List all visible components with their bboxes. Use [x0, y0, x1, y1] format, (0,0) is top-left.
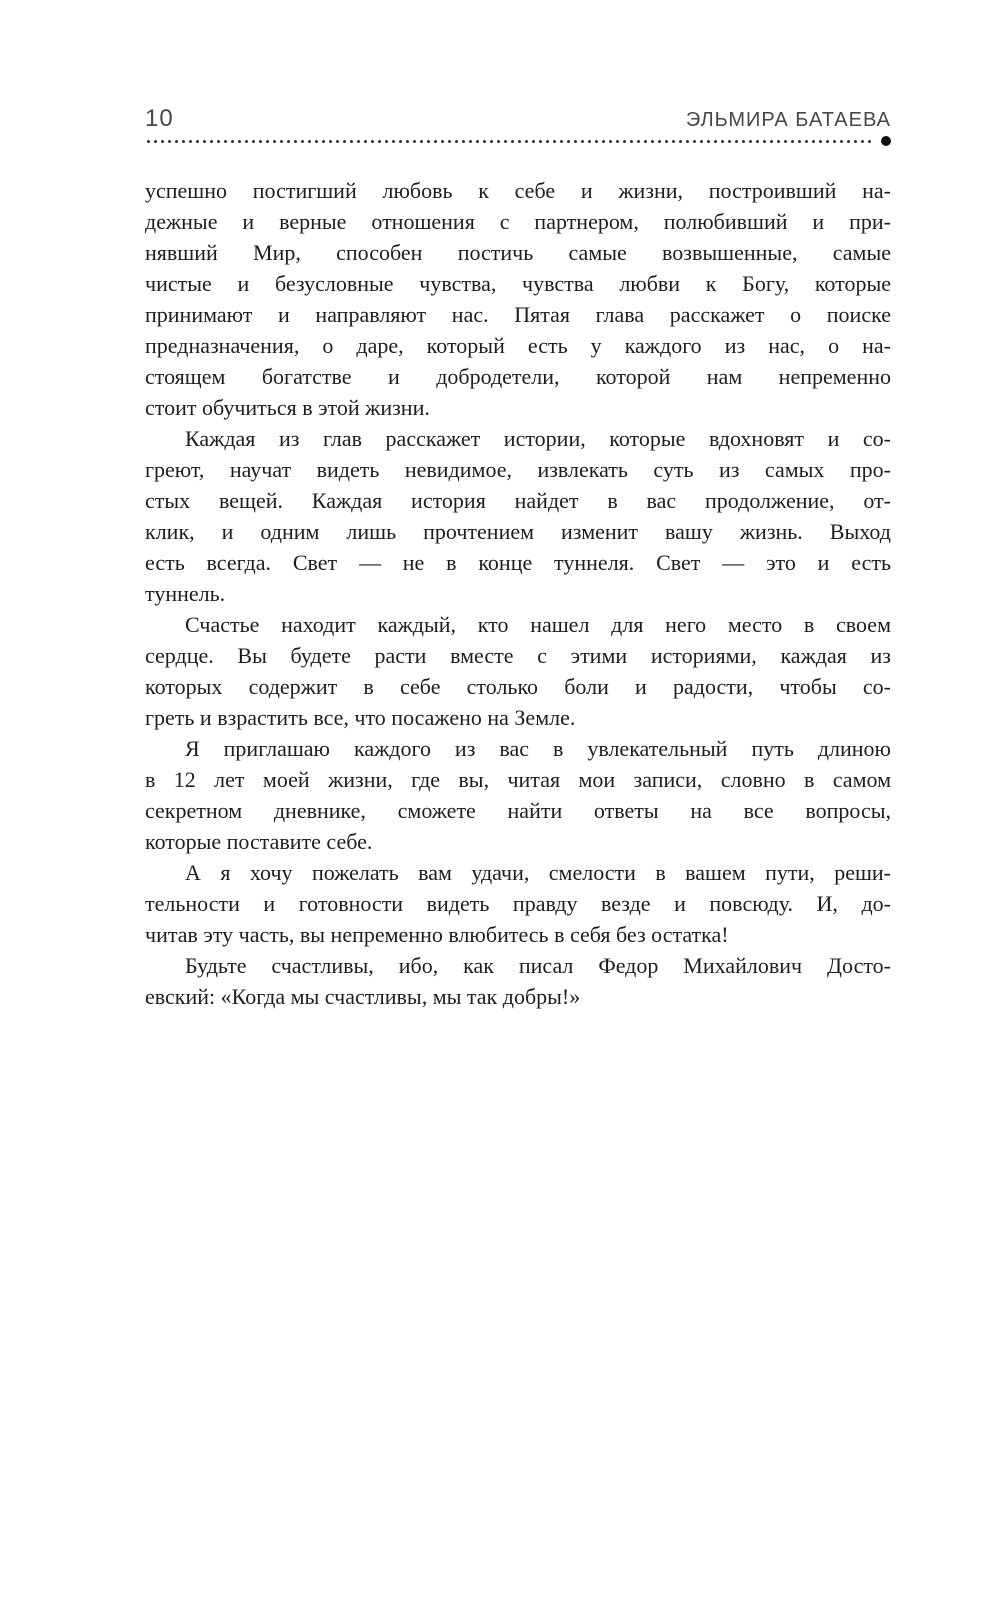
text-line: Счастье находит каждый, кто нашел для него место в своем [185, 612, 891, 637]
text-line: Я приглашаю каждого из вас в увлекательный путь длиною [185, 736, 891, 761]
page-header [145, 0, 891, 133]
text-line: которые поставите себе. [145, 829, 373, 854]
text-line: чистые и безусловные чувства, чувства любви к Богу, которые [145, 271, 891, 296]
text-line: сердце. Вы будете расти вместе с этими историями, каждая из [145, 643, 891, 668]
body-text [145, 175, 891, 1012]
text-line: которых содержит в себе столько боли и радости, чтобы со- [145, 674, 891, 699]
text-line: успешно постигший любовь к себе и жизни, построивший на- [145, 178, 891, 203]
text-line: секретном дневнике, сможете найти ответы на все вопросы, [145, 798, 891, 823]
text-line: А я хочу пожелать вам удачи, смелости в вашем пути, реши- [185, 860, 891, 885]
text-line: стоит обучиться в этой жизни. [145, 395, 430, 420]
paragraph [145, 423, 891, 609]
text-line: в 12 лет моей жизни, где вы, читая мои записи, словно в самом [145, 767, 891, 792]
text-line: дежные и верные отношения с партнером, полюбивший и при- [145, 209, 891, 234]
text-line: евский: «Когда мы счастливы, мы так добры!» [145, 984, 581, 1009]
dot-leader [145, 139, 875, 144]
text-line: греть и взрастить все, что посажено на Земле. [145, 705, 576, 730]
text-line: стоящем богатстве и добродетели, которой нам непременно [145, 364, 891, 389]
end-dot-icon [881, 136, 891, 146]
text-line: Будьте счастливы, ибо, как писал Федор Михайлович Досто- [185, 953, 891, 978]
text-line: предназначения, о даре, который есть у каждого из нас, о на- [145, 333, 891, 358]
text-line: греют, научат видеть невидимое, извлекать суть из самых про- [145, 457, 891, 482]
text-line: тельности и готовности видеть правду везде и повсюду. И, до- [145, 891, 891, 916]
paragraph [145, 733, 891, 857]
text-line: стых вещей. Каждая история найдет в вас продолжение, от- [145, 488, 891, 513]
page-number: 10 [145, 105, 174, 132]
text-line: туннель. [145, 581, 226, 606]
paragraph [145, 609, 891, 733]
text-line: Каждая из глав расскажет истории, которые вдохновят и со- [185, 426, 891, 451]
text-line: нявший Мир, способен постичь самые возвышенные, самые [145, 240, 891, 265]
text-line: принимают и направляют нас. Пятая глава расскажет о поиске [145, 302, 891, 327]
dotted-rule [145, 136, 891, 147]
paragraph [145, 175, 891, 423]
running-header: ЭЛЬМИРА БАТАЕВА [685, 109, 891, 131]
text-block [145, 0, 891, 1012]
text-line: есть всегда. Свет — не в конце туннеля. Свет — это и есть [145, 550, 891, 575]
paragraph [145, 950, 891, 1012]
text-line: читав эту часть, вы непременно влюбитесь в себя без остатка! [145, 922, 729, 947]
paragraph [145, 857, 891, 950]
text-line: клик, и одним лишь прочтением изменит вашу жизнь. Выход [145, 519, 891, 544]
